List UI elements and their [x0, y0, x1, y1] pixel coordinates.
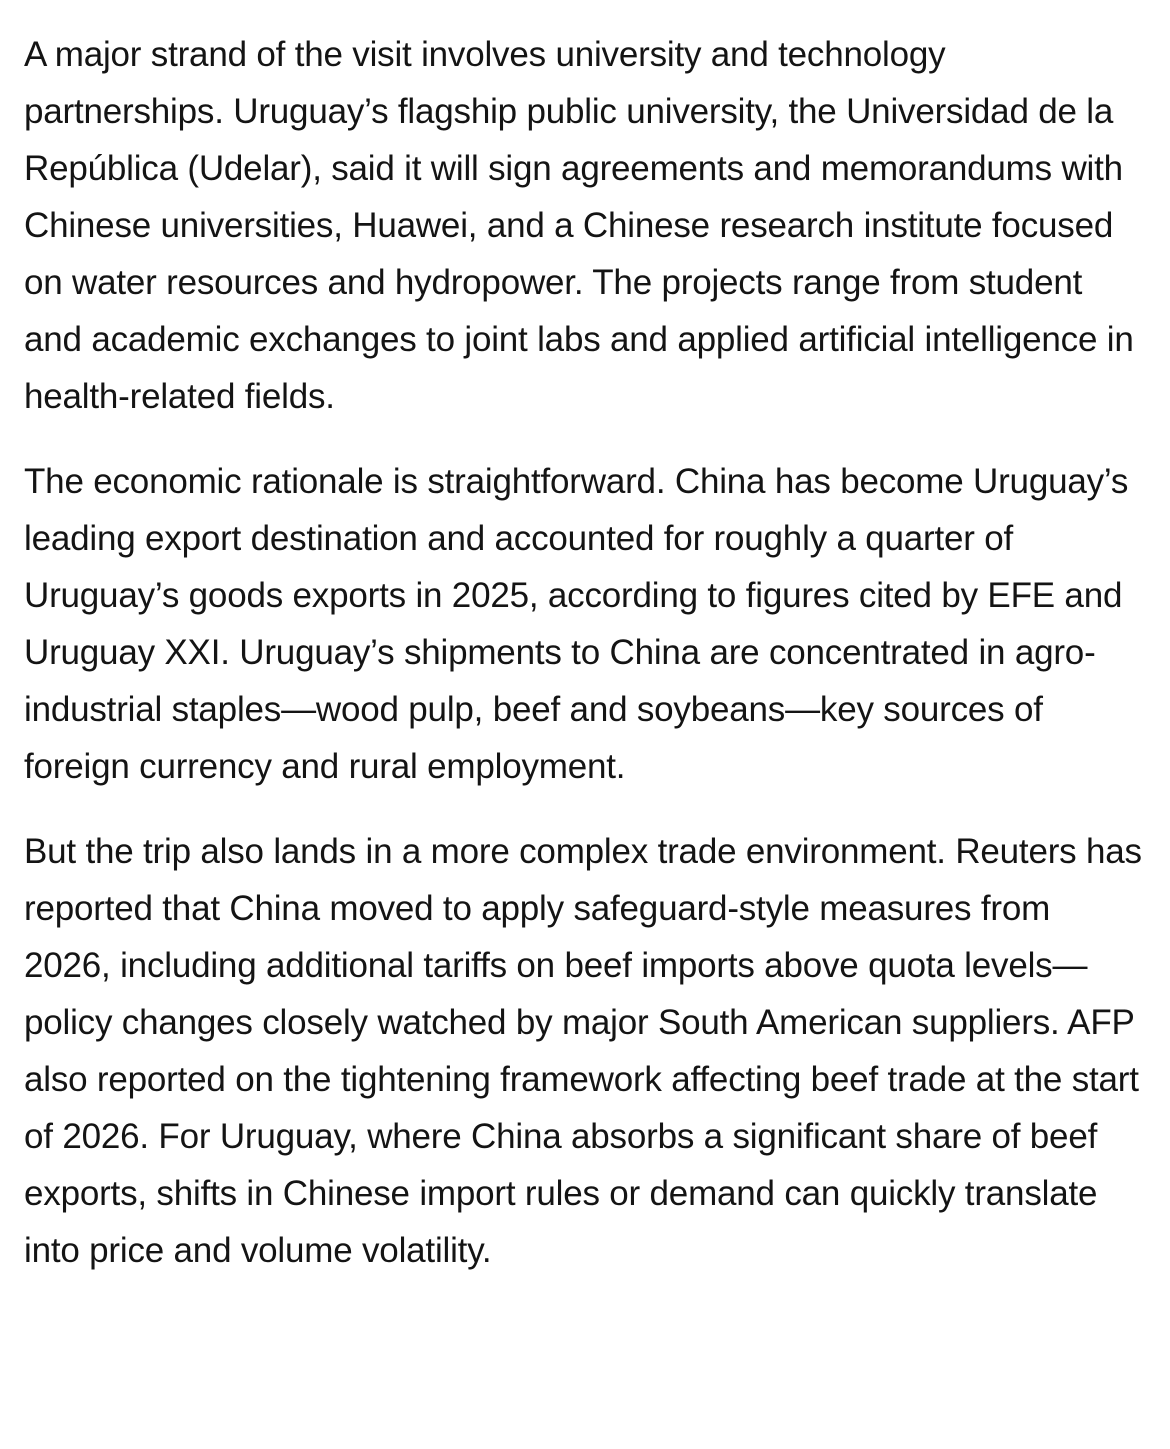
- paragraph-trade-environment: But the trip also lands in a more complex trade environment. Reuters has reported that China moved to apply safeguard-style measures from 2026, including additional tariffs on beef imports above quota levels—policy changes closely watched by major South American suppliers. AFP also reported on the tightening framework affecting beef trade at the start of 2026. For Uruguay, where China absorbs a significant share of beef exports, shifts in Chinese import rules or demand can quickly translate into price and volume volatility.: [24, 832, 1142, 1270]
- paragraph-economic-rationale: The economic rationale is straightforward. China has become Uruguay’s leading export destination and accounted for roughly a quarter of Uruguay’s goods exports in 2025, according to figures cited by EFE and Uruguay XXI. Uruguay’s shipments to China are concentrated in agro-industrial staples—wood pulp, beef and soybeans—key sources of foreign currency and rural employment.: [24, 462, 1129, 786]
- paragraph-university-partnerships: A major strand of the visit involves university and technology partnerships. Uruguay’s flagship public university, the Universidad de la República (Udelar), said it will sign agreements and memorandums with Chinese universities, Huawei, and a Chinese research institute focused on water resources and hydropower. The projects range from student and academic exchanges to joint labs and applied artificial intelligence in health-related fields.: [24, 35, 1134, 416]
